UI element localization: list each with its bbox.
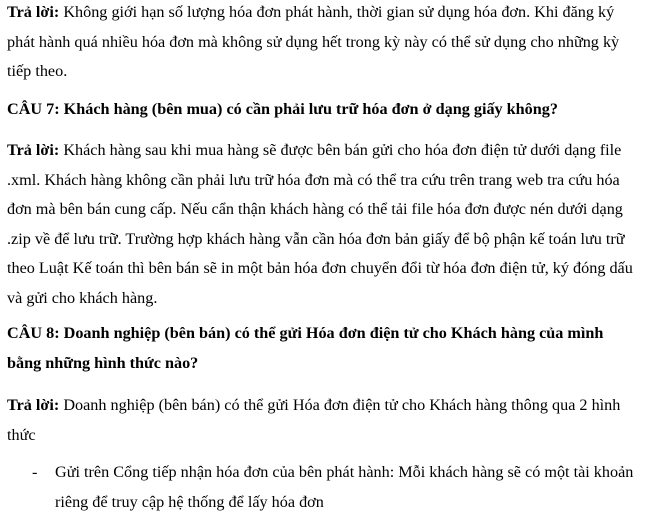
question-8-heading: CÂU 8: Doanh nghiệp (bên bán) có thể gửi Hóa đơn điện tử cho Khách hàng của mình bằng những hình thức nào?	[7, 324, 604, 372]
answer-text: Không giới hạn số lượng hóa đơn phát hành, thời gian sử dụng hóa đơn. Khi đăng ký phát hành quá nhiều hóa đơn mà không sử dụng hết trong kỳ này có thể sử dụng cho những kỳ tiếp theo.	[7, 3, 620, 80]
question-8-answer-paragraph	[7, 391, 638, 450]
list-item-text: Gửi trên Cổng tiếp nhận hóa đơn của bên phát hành: Mỗi khách hàng sẽ có một tài khoản riêng để truy cập hệ thống để lấy hóa đơn	[55, 463, 634, 511]
answer-text: Khách hàng sau khi mua hàng sẽ được bên bán gửi cho hóa đơn điện tử dưới dạng file .xml. Khách hàng không cần phải lưu trữ hóa đơn mà có thể tra cứu trên trang web tra cứu hóa đơn mà bên bán cung cấp. Nếu cẩn thận khách hàng có thể tải file hóa đơn được nén dưới dạng .zip về để lưu trữ. Trường hợp khách hàng vẫn cần hóa đơn bản giấy để bộ phận kế toán lưu trữ theo Luật Kế toán thì bên bán sẽ in một bản hóa đơn chuyển đổi từ hóa đơn điện tử, ký đóng dấu và gửi cho khách hàng.	[7, 141, 633, 307]
answer-text: Doanh nghiệp (bên bán) có thể gửi Hóa đơn điện tử cho Khách hàng thông qua 2 hình thức	[7, 396, 621, 444]
list-item	[7, 458, 638, 517]
question-7-heading: CÂU 7: Khách hàng (bên mua) có cần phải lưu trữ hóa đơn ở dạng giấy không?	[7, 100, 558, 118]
answer-lead: Trả lời:	[7, 141, 60, 159]
dash-bullet-marker: -	[32, 463, 38, 481]
answer-lead: Trả lời:	[7, 3, 60, 21]
answer-lead: Trả lời:	[7, 396, 60, 414]
intro-answer-paragraph	[7, 0, 638, 87]
question-7-answer-paragraph	[7, 136, 638, 313]
